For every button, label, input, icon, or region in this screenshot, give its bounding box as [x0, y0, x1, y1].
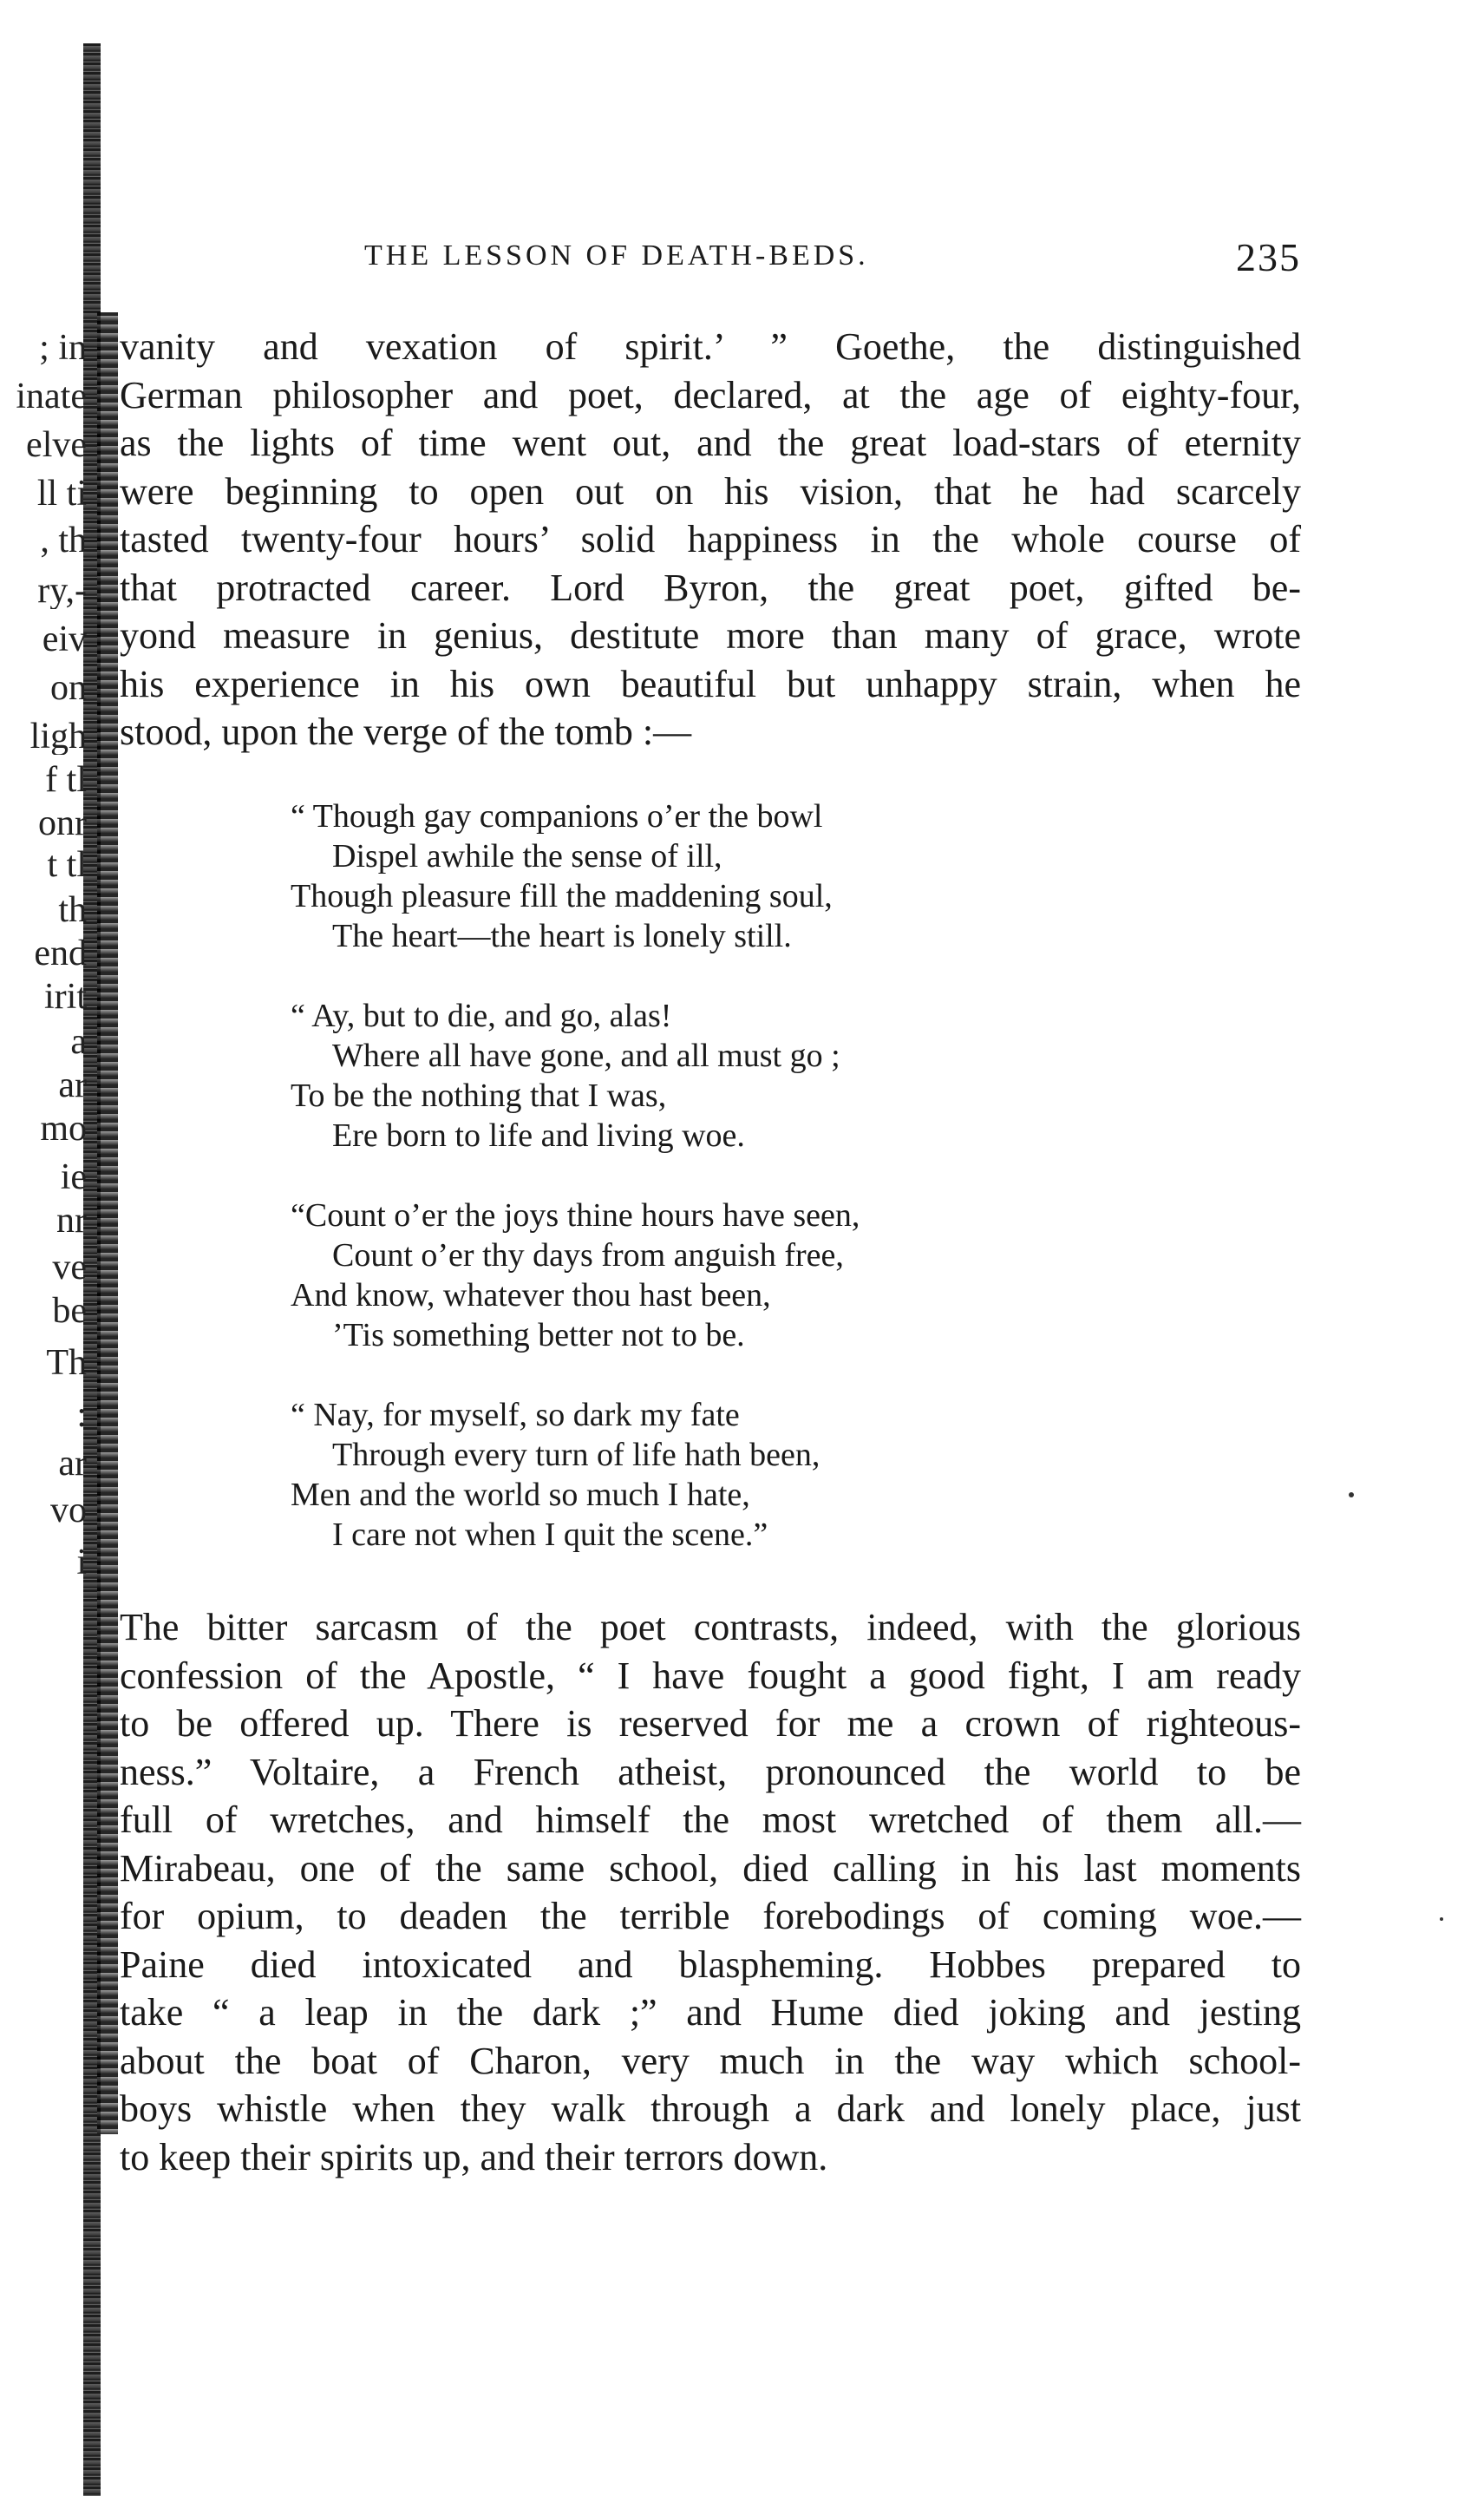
- poem-stanza: [291, 996, 1071, 1156]
- text-line: about the boat of Charon, very much in the way which school-: [120, 2039, 1301, 2082]
- poem-line: “ Nay, for myself, so dark my fate: [291, 1397, 740, 1433]
- bleed-fragment: onr: [38, 805, 87, 842]
- poem-stanza: [291, 1196, 1071, 1355]
- bleed-fragment: nr: [56, 1202, 87, 1239]
- bleed-fragment: ar: [58, 1445, 87, 1482]
- bleed-fragment: f tl: [45, 762, 87, 798]
- bleed-fragment: th: [58, 892, 87, 928]
- text-line: stood, upon the verge of the tomb :—: [120, 711, 692, 753]
- text-line: take “ a leap in the dark ;” and Hume died joking and jesting: [120, 1991, 1301, 2034]
- text-line: boys whistle when they walk through a dark and lonely place, just: [120, 2087, 1301, 2130]
- bleed-fragment: a: [70, 1024, 87, 1060]
- poem-line: And know, whatever thou hast been,: [291, 1277, 771, 1314]
- bleed-fragment: i: [76, 1544, 87, 1581]
- text-line: Mirabeau, one of the same school, died calling in his last moments: [120, 1846, 1301, 1890]
- text-line: confession of the Apostle, “ I have fought a good fight, I am ready: [120, 1654, 1301, 1697]
- bleed-fragment: ll ti: [36, 475, 87, 512]
- bleed-fragment: be: [52, 1293, 87, 1329]
- bleed-fragment: mo: [40, 1110, 87, 1147]
- facing-page-bleed: [0, 330, 87, 2021]
- bleed-fragment: :: [76, 1397, 87, 1433]
- text-line: that protracted career. Lord Byron, the great poet, gifted be-: [120, 566, 1301, 609]
- bleed-fragment: , th: [40, 522, 87, 559]
- text-line: ness.” Voltaire, a French atheist, pronounced the world to be: [120, 1750, 1301, 1793]
- bleed-fragment: ; in: [39, 330, 87, 366]
- bleed-fragment: Th: [46, 1345, 87, 1381]
- bleed-fragment: ligh: [29, 718, 87, 755]
- text-line: were beginning to open out on his vision, that he had scarcely: [120, 469, 1301, 513]
- paragraph-bitter-sarcasm: [120, 1603, 1301, 2181]
- byron-poem: [291, 796, 1071, 1595]
- poem-line: Through every turn of life hath been,: [332, 1437, 820, 1473]
- text-line: Paine died intoxicated and blaspheming. Hobbes prepared to: [120, 1942, 1301, 1986]
- binding-shadow: [97, 312, 118, 2134]
- text-line: full of wretches, and himself the most wretched of them all.—: [120, 1798, 1301, 1841]
- text-line: The bitter sarcasm of the poet contrasts, indeed, with the glorious: [120, 1606, 1301, 1648]
- bleed-fragment: irit: [44, 979, 87, 1015]
- bleed-fragment: on: [50, 670, 87, 706]
- page-header: [347, 234, 1301, 286]
- poem-stanza: [291, 796, 1071, 956]
- bleed-fragment: elve: [26, 427, 87, 463]
- bleed-fragment: ie: [60, 1159, 87, 1196]
- text-line: to be offered up. There is reserved for me a crown of righteous-: [120, 1702, 1301, 1745]
- poem-line: “ Though gay companions o’er the bowl: [291, 798, 823, 835]
- bleed-fragment: ry,-: [37, 573, 87, 609]
- poem-line: To be the nothing that I was,: [291, 1078, 667, 1114]
- poem-line: “Count o’er the joys thine hours have seen,: [291, 1197, 860, 1234]
- ink-speck: [1440, 1917, 1443, 1921]
- bleed-fragment: t tl: [47, 847, 87, 883]
- poem-line: Ere born to life and living woe.: [332, 1117, 745, 1154]
- running-title: THE LESSON OF DEATH-BEDS.: [364, 239, 869, 272]
- poem-line: I care not when I quit the scene.”: [332, 1517, 768, 1553]
- paragraph-goethe-byron: [120, 323, 1301, 757]
- poem-line: Though pleasure fill the maddening soul,: [291, 878, 833, 914]
- poem-line: Men and the world so much I hate,: [291, 1477, 750, 1513]
- bleed-fragment: vo: [50, 1492, 87, 1529]
- poem-line: Where all have gone, and all must go ;: [332, 1038, 840, 1074]
- poem-line: The heart—the heart is lonely still.: [332, 918, 792, 954]
- poem-line: ’Tis something better not to be.: [332, 1317, 745, 1353]
- poem-line: Count o’er thy days from anguish free,: [332, 1237, 844, 1274]
- text-line: for opium, to deaden the terrible forebodings of coming woe.—: [120, 1895, 1301, 1937]
- text-line: yond measure in genius, destitute more than many of grace, wrote: [120, 614, 1301, 657]
- bleed-fragment: ar: [58, 1067, 87, 1104]
- page-number: 235: [1236, 235, 1301, 279]
- poem-stanza: [291, 1395, 1071, 1555]
- bleed-fragment: ve: [52, 1249, 87, 1286]
- text-line: as the lights of time went out, and the great load-stars of eternity: [120, 422, 1301, 464]
- text-line: German philosopher and poet, declared, at the age of eighty-four,: [120, 373, 1301, 416]
- text-line: tasted twenty-four hours’ solid happiness in the whole course of: [120, 518, 1301, 560]
- bleed-fragment: end: [34, 935, 87, 972]
- text-line: vanity and vexation of spirit.’ ” Goethe, the distinguished: [120, 325, 1301, 368]
- text-line: to keep their spirits up, and their terrors down.: [120, 2135, 828, 2178]
- poem-line: “ Ay, but to die, and go, alas!: [291, 998, 672, 1034]
- bleed-fragment: inate: [16, 378, 87, 415]
- text-line: his experience in his own beautiful but unhappy strain, when he: [120, 662, 1301, 705]
- poem-line: Dispel awhile the sense of ill,: [332, 838, 722, 875]
- bleed-fragment: eiv: [42, 621, 87, 658]
- ink-speck: [1349, 1492, 1354, 1497]
